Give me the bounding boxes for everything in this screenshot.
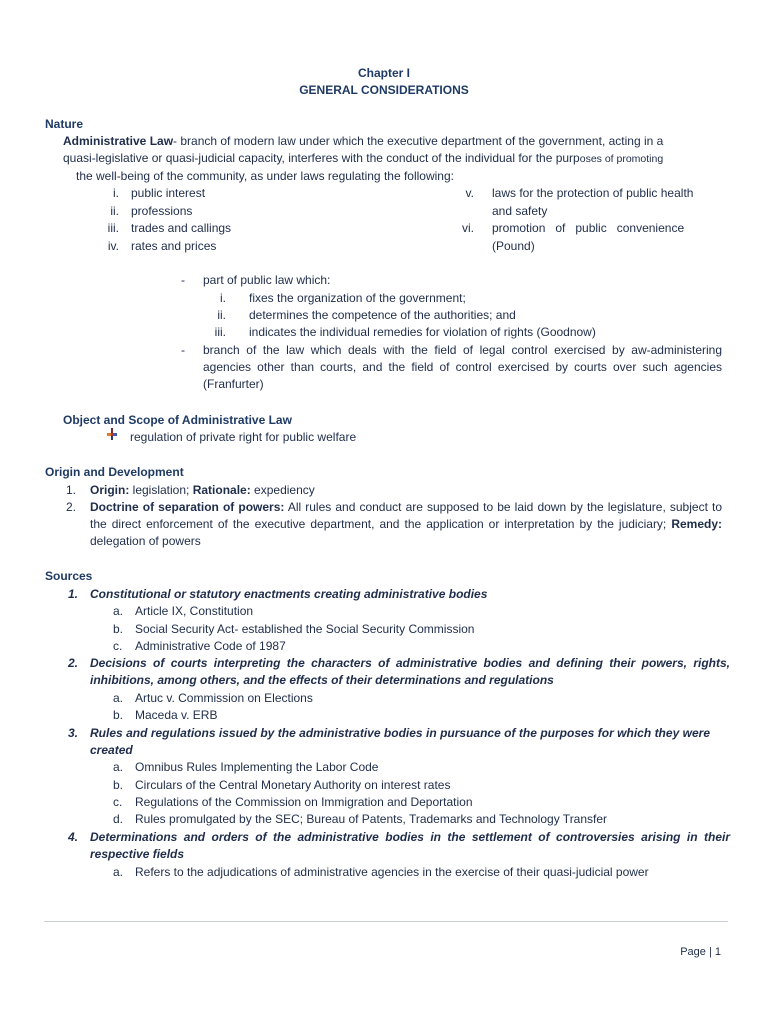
arrow-bullet-icon [107,428,117,440]
list-item: and safety [492,204,548,218]
list-item: (Pound) [492,239,535,253]
source-sub-item: Regulations of the Commission on Immigration and Deportation [135,795,473,809]
dash-item-text: part of public law which: [203,273,331,287]
term-administrative-law: Administrative Law [63,134,174,148]
source-title: Determinations and orders of the administrative bodies in the settlement of controversies arising in their respective fields [90,830,730,861]
source-sub-item: Omnibus Rules Implementing the Labor Code [135,760,379,774]
object-bullet-text: regulation of private right for public welfare [130,430,357,444]
nature-definition-line3: the well-being of the community, as under laws regulating the following: [76,169,454,183]
source-sub-num: b. [113,778,124,792]
list-item: laws for the protection of public health [492,186,694,200]
origin-item-1: Origin: legislation; Rationale: expediency [90,483,315,497]
origin-item-num: 2. [66,500,77,514]
page-number: Page | 1 [680,946,721,958]
list-item: trades and callings [131,221,232,235]
source-sub-item: Administrative Code of 1987 [135,639,286,653]
source-sub-num: b. [113,708,124,722]
nature-definition-line2: quasi-legislative or quasi-judicial capacity, interferes with the conduct of the individual for the purposes of promoting [63,151,664,165]
source-sub-num: c. [113,639,123,653]
source-sub-num: d. [113,812,124,826]
source-num: 4. [68,830,79,844]
list-item: professions [131,204,193,218]
list-num: iv. [107,239,119,253]
dash-bullet: - [181,343,185,357]
source-sub-num: a. [113,760,124,774]
source-sub-item: Artuc v. Commission on Elections [135,691,313,705]
list-num: ii. [110,204,119,218]
source-sub-item: Refers to the adjudications of administrative agencies in the exercise of their quasi-judicial power [135,865,649,879]
source-sub-item: Maceda v. ERB [135,708,218,722]
origin-heading: Origin and Development [45,465,184,479]
list-num: i. [220,291,226,305]
list-item: fixes the organization of the government; [249,291,466,305]
list-item: rates and prices [131,239,217,253]
nature-heading: Nature [45,117,84,131]
source-title: Rules and regulations issued by the administrative bodies in pursuance of the purposes for which they were created [90,726,710,757]
object-heading: Object and Scope of Administrative Law [63,413,292,427]
list-num: i. [113,186,119,200]
list-num: iii. [107,221,119,235]
list-num: v. [465,186,474,200]
list-num: vi. [462,221,474,235]
source-sub-item: Rules promulgated by the SEC; Bureau of Patents, Trademarks and Technology Transfer [135,812,608,826]
origin-item-num: 1. [66,483,77,497]
source-sub-item: Circulars of the Central Monetary Authority on interest rates [135,778,451,792]
nature-definition-line1: Administrative Law- branch of modern law under which the executive department of the government, acting in a [63,134,664,148]
chapter-subtitle: GENERAL CONSIDERATIONS [299,83,469,97]
list-num: iii. [214,325,226,339]
list-item: promotion of public convenience [492,221,685,235]
list-item: indicates the individual remedies for violation of rights (Goodnow) [249,325,596,339]
dash-bullet: - [181,273,185,287]
source-num: 1. [68,587,79,601]
source-num: 2. [68,656,79,670]
origin-item-2: Doctrine of separation of powers: All rules and conduct are supposed to be laid down by the legislature, subject to the direct enforcement of the executive department, and the application or interpretation by the judiciary; Remedy: delegation of powers [90,500,722,548]
list-item: determines the competence of the authorities; and [249,308,516,322]
sources-heading: Sources [45,569,93,583]
list-num: ii. [217,308,226,322]
source-sub-num: a. [113,865,124,879]
source-sub-num: b. [113,622,124,636]
source-sub-item: Social Security Act- established the Social Security Commission [135,622,475,636]
chapter-title: Chapter I [357,66,410,80]
list-item: public interest [131,186,206,200]
source-sub-num: c. [113,795,123,809]
footer-rule [44,921,728,922]
source-sub-item: Article IX, Constitution [135,604,254,618]
source-title: Constitutional or statutory enactments creating administrative bodies [90,587,488,601]
source-sub-num: a. [113,604,124,618]
source-title: Decisions of courts interpreting the characters of administrative bodies and defining their powers, rights, inhibitions, among others, and the effects of their determinations and regulations [90,656,730,687]
source-sub-num: a. [113,691,124,705]
dash-item-text: branch of the law which deals with the field of legal control exercised by aw-administering agencies other than courts, and the field of control exercised by courts over such agencies (Franfurter) [203,343,722,391]
source-num: 3. [68,726,79,740]
